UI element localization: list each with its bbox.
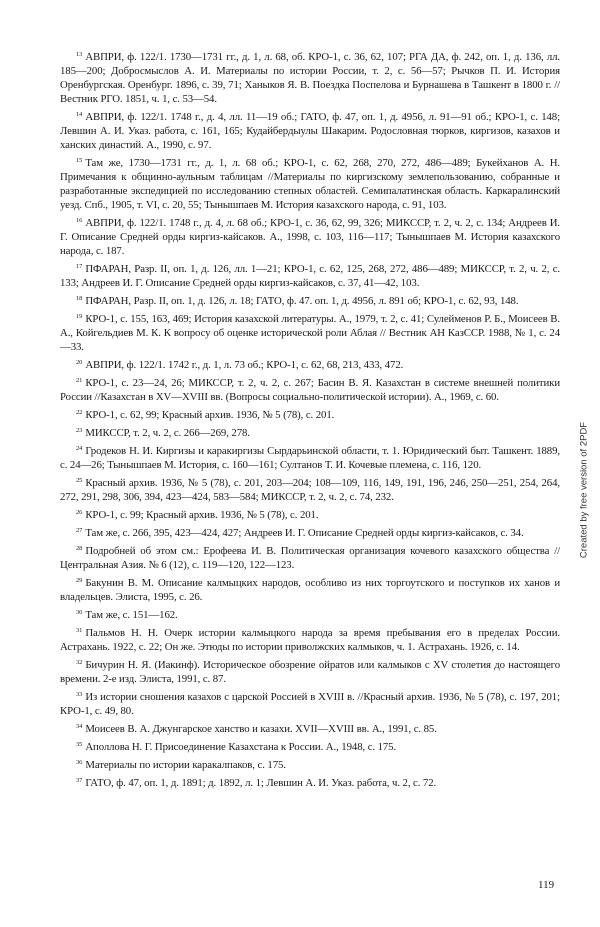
footnote-text: МИКССР, т. 2, ч. 2, с. 266—269, 278.	[85, 427, 250, 439]
footnote-30	[60, 606, 560, 622]
footnote-number: 13	[76, 51, 83, 58]
footnote-number: 24	[76, 445, 83, 452]
footnote-text: Бакунин В. М. Описание калмыцких народов, особливо из них торгоутского и поступков их ханов и владельцев. Элиста, 1995, с. 26.	[60, 577, 560, 603]
footnote-number: 31	[76, 627, 83, 634]
footnote-24	[60, 442, 560, 472]
footnote-text: Из истории сношения казахов с царской Россией в XVIII в. //Красный архив. 1936, № 5 (78), с. 197, 201; КРО-1, с. 49, 80.	[60, 691, 560, 717]
footnote-text: ПФАРАН, Разр. II, оп. 1, д. 126, л. 18; ГАТО, ф. 47. оп. 1, д. 4956, л. 891 об; КРО-1, с. 62, 93, 148.	[85, 295, 519, 307]
watermark-text: Created by free version of 2PDF	[578, 421, 590, 559]
footnotes-list	[60, 48, 560, 790]
footnote-29	[60, 574, 560, 604]
footnote-text: КРО-1, с. 62, 99; Красный архив. 1936, № 5 (78), с. 201.	[85, 409, 335, 421]
footnote-text: КРО-1, с. 99; Красный архив. 1936, № 5 (78), с. 201.	[85, 509, 319, 521]
footnote-28	[60, 542, 560, 572]
footnote-25	[60, 474, 560, 504]
footnote-text: КРО-1, с. 155, 163, 469; История казахской литературы. А., 1979, т. 2, с. 41; Сулейменов Р. Б., Моисеев В. А., Койгельдиев М. К. К вопросу об оценке исторической роли Аблая // Вестник АН КазССР. 1988, № 1, с. 24—33.	[60, 313, 560, 353]
footnote-text: Бичурин Н. Я. (Иакинф). Историческое обозрение ойратов или калмыков с XV столетия до настоящего времени. 2-е изд. Элиста, 1991, с. 87.	[60, 659, 560, 685]
footnote-number: 35	[76, 741, 83, 748]
footnote-number: 23	[76, 427, 83, 434]
footnote-number: 36	[76, 759, 83, 766]
footnote-number: 21	[76, 377, 83, 384]
footnote-text: Там же, с. 151—162.	[85, 609, 178, 621]
footnote-text: АВПРИ, ф. 122/1. 1730—1731 гг., д. 1, л. 68, об. КРО-1, с. 36, 62, 107; РГА ДА, ф. 242, оп. 1, д. 136, лл. 185—200; Добросмыслов А. И. Материалы по истории России, т. 2, с. 56—57; Рычков П. И. История Оренбургская. Оренбург. 1896, с. 39, 71; Ханыков Я. В. Поездка Поспелова и Бурнашева в Ташкент в 1800 г. //Вестник РГО. 1851, ч. 1, с. 53—54.	[60, 51, 560, 105]
footnote-number: 32	[76, 659, 83, 666]
footnote-text: ГАТО, ф. 47, оп. 1, д. 1891; д. 1892, л. 1; Левшин А. И. Указ. работа, ч. 2, с. 72.	[85, 777, 437, 789]
footnote-number: 17	[76, 263, 83, 270]
footnote-text: Там же, с. 266, 395, 423—424, 427; Андреев И. Г. Описание Средней орды киргиз-кайсаков, с. 34.	[85, 527, 524, 539]
footnote-text: Красный архив. 1936, № 5 (78), с. 201, 203—204; 108—109, 116, 149, 191, 196, 246, 250—251, 254, 264, 272, 291, 298, 306, 394, 423—424, 583—584; МИКССР, т. 2, ч. 2, с. 74, 232.	[60, 477, 560, 503]
footnote-number: 14	[76, 111, 83, 118]
footnote-number: 18	[76, 295, 83, 302]
footnote-text: Подробней об этом см.: Ерофеева И. В. Политическая организация кочевого казахского общества //Центральная Азия. № 6 (12), с. 119—120, 122—123.	[60, 545, 560, 571]
footnote-text: Аполлова Н. Г. Присоединение Казахстана к России. А., 1948, с. 175.	[85, 741, 397, 753]
footnote-34	[60, 720, 560, 736]
footnote-18	[60, 292, 560, 308]
footnote-number: 19	[76, 313, 83, 320]
footnote-13	[60, 48, 560, 106]
footnote-number: 37	[76, 777, 83, 784]
footnote-text: Там же, 1730—1731 гг., д. 1, л. 68 об.; КРО-1, с. 62, 268, 270, 272, 486—489; Букейханов А. Н. Примечания к общинно-аульным таблицам //Материалы по киргизскому землепользованию, собранные и разработанные экспедицией по исследованию степных областей. Семипалатинская область. Каркаралинский уезд. Спб., 1905, т. VI, с. 20, 55; Тынышпаев М. История казахского народа, с. 91, 103.	[60, 157, 560, 211]
footnote-number: 25	[76, 477, 83, 484]
footnote-22	[60, 406, 560, 422]
footnote-20	[60, 356, 560, 372]
footnote-35	[60, 738, 560, 754]
footnote-number: 30	[76, 609, 83, 616]
footnote-23	[60, 424, 560, 440]
footnote-37	[60, 774, 560, 790]
footnote-14	[60, 108, 560, 152]
footnote-number: 22	[76, 409, 83, 416]
footnote-text: ПФАРАН, Разр. II, оп. 1, д. 126, лл. 1—21; КРО-1, с. 62, 125, 268, 272, 486—489; МИКССР, т. 2, ч. 2, с. 133; Андреев И. Г. Описание Средней орды киргиз-кайсаков, с. 37, 41—42, 103.	[60, 263, 560, 289]
footnote-number: 28	[76, 545, 83, 552]
footnote-text: КРО-1, с. 23—24, 26; МИКССР, т. 2, ч. 2, с. 267; Басин В. Я. Казахстан в системе внешней политики России //Казахстан в XV—XVIII вв. (Вопросы социально-политической истории). А., 1969, с. 60.	[60, 377, 560, 403]
footnote-number: 26	[76, 509, 83, 516]
footnote-text: Пальмов Н. Н. Очерк истории калмыцкого народа за время пребывания его в пределах России. Астрахань. 1922, с. 22; Он же. Этюды по истории приволжских калмыков, ч. 1. Астрахань. 1926, с. 14.	[60, 627, 560, 653]
footnote-31	[60, 624, 560, 654]
footnote-21	[60, 374, 560, 404]
footnote-number: 15	[76, 157, 83, 164]
footnote-text: АВПРИ, ф. 122/1. 1742 г., д. 1, л. 73 об.; КРО-1, с. 62, 68, 213, 433, 472.	[85, 359, 404, 371]
footnote-number: 27	[76, 527, 83, 534]
footnote-number: 16	[76, 217, 83, 224]
footnote-32	[60, 656, 560, 686]
footnote-text: АВПРИ, ф. 122/1. 1748 г., д. 4, л. 68 об.; КРО-1, с. 36, 62, 99, 326; МИКССР, т. 2, ч. 2, с. 134; Андреев И. Г. Описание Средней орды киргиз-кайсаков. А., 1998, с. 103, 116—117; Тынышпаев М. История казахского народа, с. 187.	[60, 217, 560, 257]
footnote-17	[60, 260, 560, 290]
footnote-15	[60, 154, 560, 212]
footnote-16	[60, 214, 560, 258]
footnote-number: 29	[76, 577, 83, 584]
footnote-number: 34	[76, 723, 83, 730]
footnote-33	[60, 688, 560, 718]
footnote-number: 33	[76, 691, 83, 698]
footnote-number: 20	[76, 359, 83, 366]
footnote-text: АВПРИ, ф. 122/1. 1748 г., д. 4, лл. 11—19 об.; ГАТО, ф. 47, оп. 1, д. 4956, л. 91—91 об.; КРО-1, с. 148; Левшин А. И. Указ. работа, с. 161, 165; Кудайбердыулы Шакарим. Родословная тюрков, киргизов, казахов и ханских династий. А., 1990, с. 97.	[60, 111, 560, 151]
footnote-36	[60, 756, 560, 772]
footnote-26	[60, 506, 560, 522]
footnote-text: Моисеев В. А. Джунгарское ханство и казахи. XVII—XVIII вв. А., 1991, с. 85.	[85, 723, 437, 735]
page-number: 119	[538, 879, 555, 891]
footnote-text: Материалы по истории каракалпаков, с. 175.	[85, 759, 286, 771]
footnote-text: Гродеков Н. И. Киргизы и каракиргизы Сырдарьинской области, т. 1. Юридический быт. Ташкент. 1889, с. 24—26; Тынышпаев М. История, с. 160—161; Султанов Т. И. Кочевые племена, с. 116, 120.	[60, 445, 560, 471]
footnote-19	[60, 310, 560, 354]
footnote-27	[60, 524, 560, 540]
